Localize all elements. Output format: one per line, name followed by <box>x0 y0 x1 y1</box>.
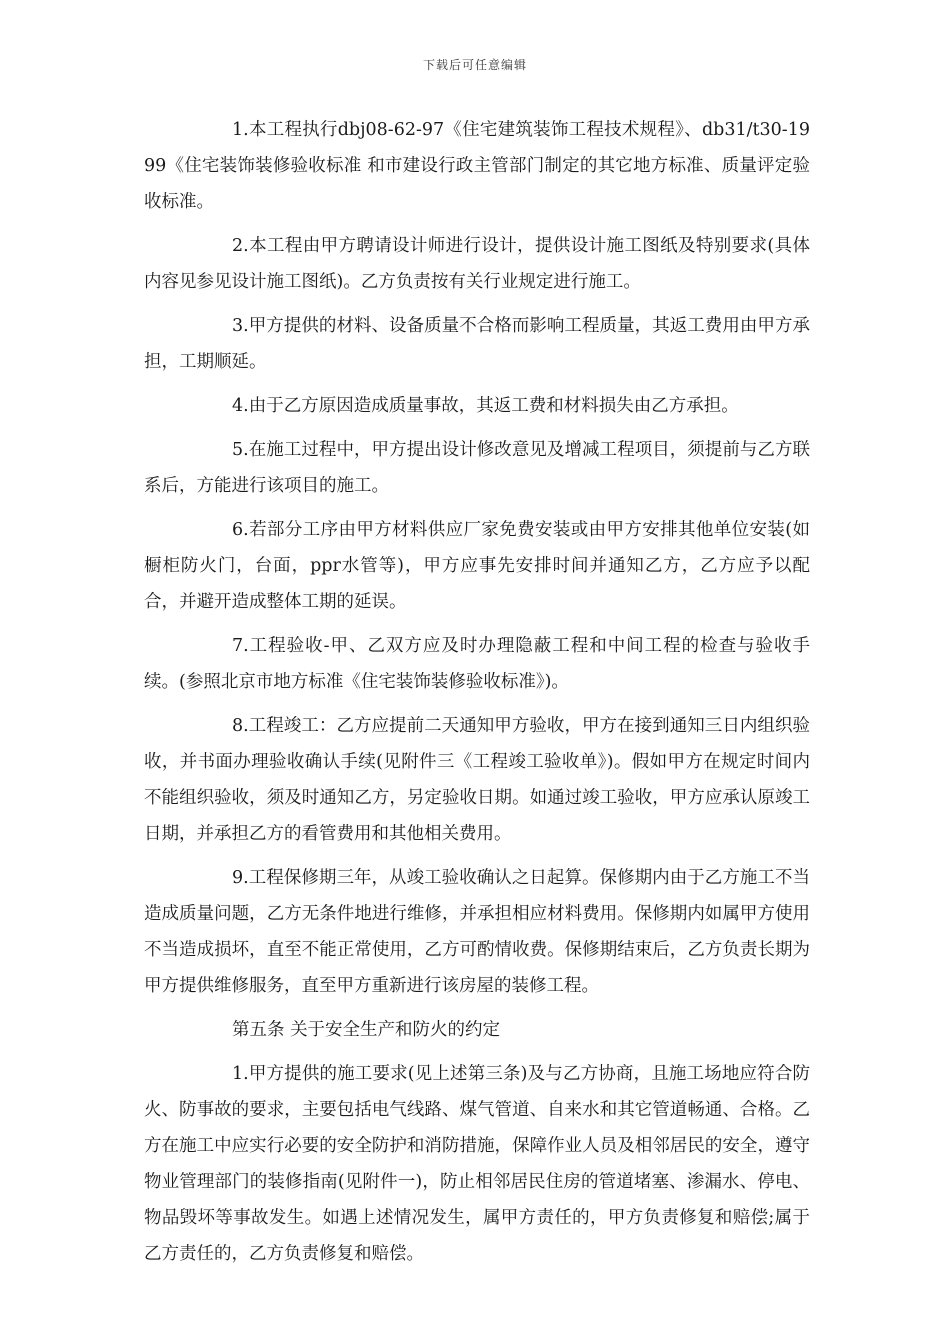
section-paragraph-1: 1.甲方提供的施工要求(见上述第三条)及与乙方协商，且施工场地应符合防火、防事故的要求，主要包括电气线路、煤气管道、自来水和其它管道畅通、合格。乙方在施工中应实行必要的安全防护和消防措施，保障作业人员及相邻居民的安全，遵守物业管理部门的装修指南(见附件一)，防止相邻居民住房的管道堵塞、渗漏水、停电、物品毁坏等事故发生。如遇上述情况发生，属甲方责任的，甲方负责修复和赔偿;属于乙方责任的，乙方负责修复和赔偿。 <box>144 1064 810 1264</box>
page-header: 下载后可任意编辑 <box>422 58 527 72</box>
clause-paragraph-5: 5.在施工过程中，甲方提出设计修改意见及增减工程项目，须提前与乙方联系后，方能进行该项目的施工。 <box>144 440 810 496</box>
clause-paragraph-2: 2.本工程由甲方聘请设计师进行设计，提供设计施工图纸及特别要求(具体内容见参见设计施工图纸)。乙方负责按有关行业规定进行施工。 <box>144 236 810 292</box>
clause-paragraph-4: 4.由于乙方原因造成质量事故，其返工费和材料损失由乙方承担。 <box>232 396 739 416</box>
document-body <box>144 112 810 1280</box>
section-heading: 第五条 关于安全生产和防火的约定 <box>232 1020 501 1040</box>
clause-paragraph-1: 1.本工程执行dbj08-62-97《住宅建筑装饰工程技术规程》、db31/t30-1999《住宅装饰装修验收标准 和市建设行政主管部门制定的其它地方标准、质量评定验收标准。 <box>144 120 810 212</box>
clause-paragraph-6: 6.若部分工序由甲方材料供应厂家免费安装或由甲方安排其他单位安装(如橱柜防火门，台面，ppr水管等)，甲方应事先安排时间并通知乙方，乙方应予以配合，并避开造成整体工期的延误。 <box>144 520 810 612</box>
clause-paragraph-3: 3.甲方提供的材料、设备质量不合格而影响工程质量，其返工费用由甲方承担，工期顺延。 <box>144 316 810 372</box>
clause-paragraph-9: 9.工程保修期三年，从竣工验收确认之日起算。保修期内由于乙方施工不当造成质量问题，乙方无条件地进行维修，并承担相应材料费用。保修期内如属甲方使用不当造成损坏，直至不能正常使用，乙方可酌情收费。保修期结束后，乙方负责长期为甲方提供维修服务，直至甲方重新进行该房屋的装修工程。 <box>144 868 810 996</box>
clause-paragraph-8: 8.工程竣工：乙方应提前二天通知甲方验收，甲方在接到通知三日内组织验收，并书面办理验收确认手续(见附件三《工程竣工验收单》)。假如甲方在规定时间内不能组织验收，须及时通知乙方，另定验收日期。如通过竣工验收，甲方应承认原竣工日期，并承担乙方的看管费用和其他相关费用。 <box>144 716 810 844</box>
clause-paragraph-7: 7.工程验收-甲、乙双方应及时办理隐蔽工程和中间工程的检查与验收手续。(参照北京市地方标准《住宅装饰装修验收标准》)。 <box>144 636 810 692</box>
